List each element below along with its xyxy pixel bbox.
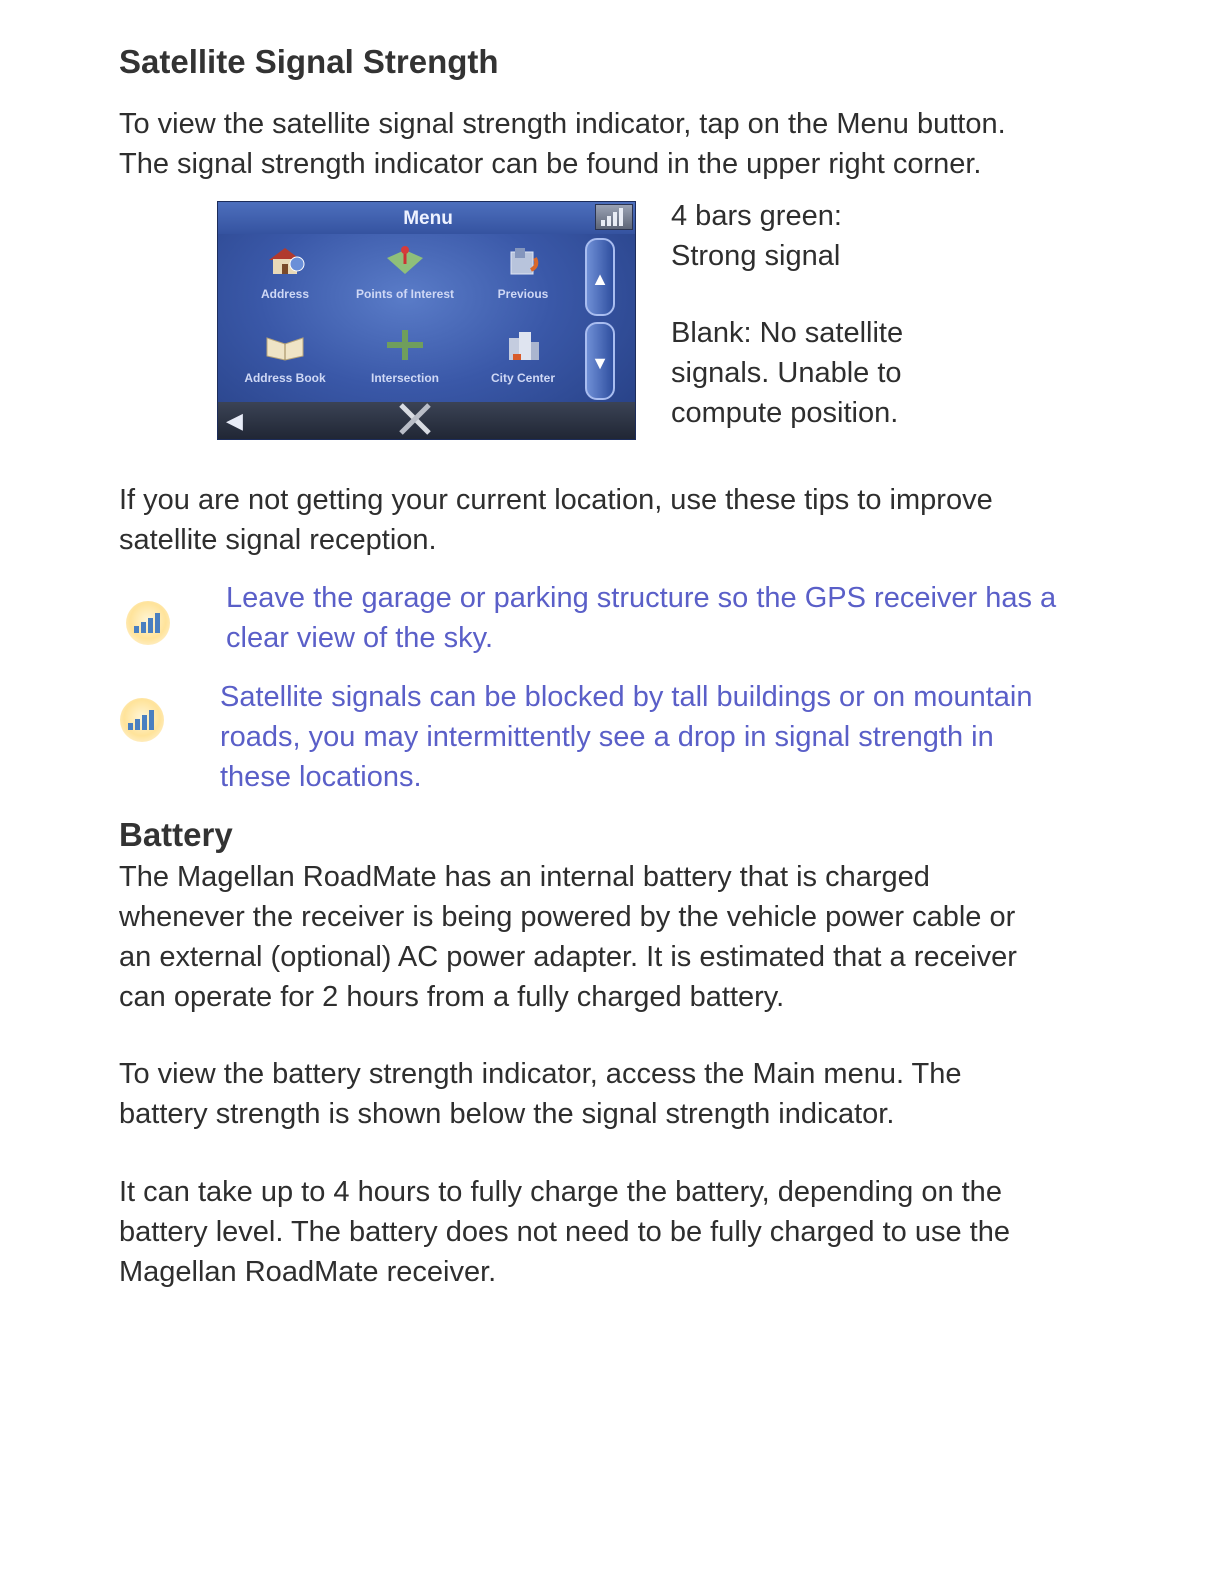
back-button[interactable]: ◀ [226,408,243,433]
device-menu-screenshot [217,201,636,440]
battery-p1-line-4: can operate for 2 hours from a fully charged battery. [119,981,785,1013]
signal-bars-icon [126,601,170,645]
tools-icon[interactable] [393,399,437,439]
section-heading-battery: Battery [119,816,233,853]
tip-2-line-2: roads, you may intermittently see a drop in signal strength in [220,721,994,753]
intro-line-2: The signal strength indicator can be found in the upper right corner. [119,148,982,180]
tips-intro-line-1: If you are not getting your current location, use these tips to improve [119,484,993,516]
legend-strong-line-2: Strong signal [671,240,841,272]
battery-p2-line-2: battery strength is shown below the signal strength indicator. [119,1098,895,1130]
scroll-up-button[interactable]: ▲ [585,238,615,316]
address-book-icon [263,328,307,362]
city-center-icon [501,328,545,362]
tip-2 [220,677,1033,797]
device-menu-title: Menu [403,208,453,229]
menu-item-address-book[interactable] [230,328,340,385]
battery-p3-line-1: It can take up to 4 hours to fully charge the battery, depending on the [119,1176,1002,1208]
battery-p3-line-2: battery level. The battery does not need to be fully charged to use the [119,1216,1010,1248]
legend-strong-line-1: 4 bars green: [671,200,842,232]
menu-item-label: Points of Interest [355,287,454,301]
signal-bars-icon [120,698,164,742]
menu-item-label: Address [260,287,310,301]
section-heading-signal: Satellite Signal Strength [119,43,499,80]
battery-paragraph-2 [119,1054,962,1134]
tips-intro-line-2: satellite signal reception. [119,524,437,556]
battery-p1-line-1: The Magellan RoadMate has an internal battery that is charged [119,861,930,893]
menu-item-label: Intersection [370,371,439,385]
tip-2-line-3: these locations. [220,761,422,793]
menu-item-points-of-interest[interactable] [350,244,460,301]
tip-1-line-1: Leave the garage or parking structure so the GPS receiver has a [226,582,1057,614]
tip-1 [226,578,1056,658]
menu-item-city-center[interactable] [468,328,578,385]
house-icon [263,244,307,278]
signal-strength-indicator [595,204,633,230]
battery-p2-line-1: To view the battery strength indicator, access the Main menu. The [119,1058,962,1090]
menu-item-label: City Center [490,371,555,385]
intersection-icon [383,328,427,362]
previous-icon [501,244,545,278]
scroll-down-button[interactable]: ▼ [585,322,615,400]
tip-2-line-1: Satellite signals can be blocked by tall buildings or on mountain [220,681,1033,713]
tip-1-line-2: clear view of the sky. [226,622,494,654]
legend-blank-line-2: signals. Unable to [671,357,902,389]
battery-paragraph-1 [119,857,1017,1017]
menu-item-intersection[interactable] [350,328,460,385]
menu-item-label: Previous [497,287,549,301]
menu-item-previous[interactable] [468,244,578,301]
battery-paragraph-3 [119,1172,1010,1292]
signal-bars-icon [596,205,632,229]
legend-blank-line-1: Blank: No satellite [671,317,904,349]
legend-blank-signal [671,313,903,433]
signal-tip-icon [120,698,164,742]
map-pin-icon [383,244,427,278]
battery-p1-line-3: an external (optional) AC power adapter. It is estimated that a receiver [119,941,1017,973]
legend-blank-line-3: compute position. [671,397,899,429]
menu-item-label: Address Book [244,371,326,385]
intro-line-1: To view the satellite signal strength indicator, tap on the Menu button. [119,108,1006,140]
signal-tip-icon [126,601,170,645]
battery-p3-line-3: Magellan RoadMate receiver. [119,1256,497,1288]
battery-p1-line-2: whenever the receiver is being powered by the vehicle power cable or [119,901,1016,933]
menu-item-address[interactable] [230,244,340,301]
legend-strong-signal [671,196,842,276]
